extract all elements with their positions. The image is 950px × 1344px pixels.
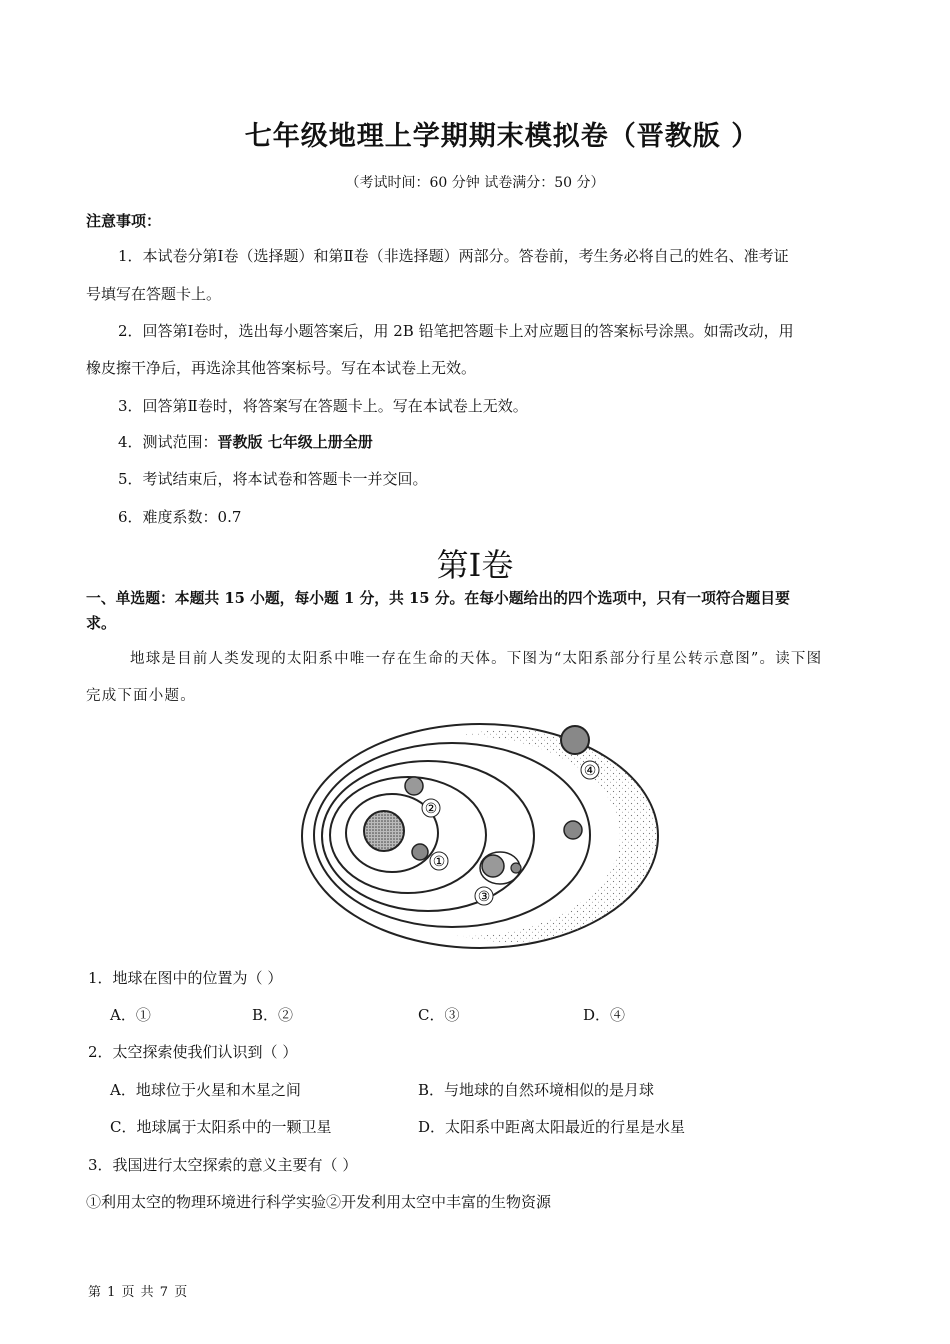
page-title: 七年级地理上学期期末模拟卷（晋教版 ） — [244, 121, 760, 152]
test-scope: 晋教版 七年级上册全册 — [217, 433, 373, 451]
q3-statements: ①利用太空的物理环境进行科学实验②开发利用太空中丰富的生物资源 — [86, 1193, 552, 1211]
notice-item-1: 1．本试卷分第Ⅰ卷（选择题）和第Ⅱ卷（非选择题）两部分。答卷前，考生务必将自己的姓名、准考证 — [118, 247, 789, 265]
sun-icon — [364, 811, 404, 851]
exam-info: （考试时间：60 分钟 试卷满分：50 分） — [345, 175, 605, 191]
solar-system-diagram — [300, 718, 670, 958]
q1-option-d: D．④ — [583, 1006, 626, 1024]
notice-item-2-cont: 橡皮擦干净后，再选涂其他答案标号。写在本试卷上无效。 — [86, 359, 477, 377]
q2-option-d: D．太阳系中距离太阳最近的行星是水星 — [418, 1118, 686, 1136]
intro-text-cont: 完成下面小题。 — [86, 688, 196, 704]
planet-4-icon — [561, 726, 589, 754]
notice-item-3: 3．回答第Ⅱ卷时，将答案写在答题卡上。写在本试卷上无效。 — [118, 397, 528, 415]
figure-label-4: ④ — [583, 763, 597, 779]
notice-item-1-cont: 号填写在答题卡上。 — [86, 285, 222, 303]
notice-item-4-prefix: 4．测试范围： — [118, 433, 218, 451]
q2-option-a: A．地球位于火星和木星之间 — [110, 1081, 301, 1099]
planet-3-icon — [482, 855, 504, 877]
q1-option-a: A．① — [110, 1006, 151, 1024]
q2-option-b: B．与地球的自然环境相似的是月球 — [418, 1081, 655, 1099]
q1-option-b: B．② — [252, 1006, 294, 1024]
intro-text: 地球是目前人类发现的太阳系中唯一存在生命的天体。下图为“太阳系部分行星公转示意图”。读下图 — [130, 651, 823, 667]
notice-item-6: 6．难度系数：0.7 — [118, 508, 242, 526]
question-3-stem: 3．我国进行太空探索的意义主要有（ ） — [88, 1156, 358, 1174]
notice-item-4 — [118, 432, 373, 452]
notice-heading: 注意事项： — [86, 212, 162, 230]
q2-option-c: C．地球属于太阳系中的一颗卫星 — [110, 1118, 332, 1136]
planet-2-icon — [405, 777, 423, 795]
planet-1-icon — [412, 844, 428, 860]
question-2-stem: 2．太空探索使我们认识到（ ） — [88, 1043, 298, 1061]
figure-label-1: ① — [432, 854, 446, 870]
section-heading-cont: 求。 — [86, 614, 117, 632]
figure-label-2: ② — [424, 801, 438, 817]
question-1-stem: 1．地球在图中的位置为（ ） — [88, 969, 283, 987]
q1-option-c: C．③ — [418, 1006, 460, 1024]
figure-label-3: ③ — [477, 889, 491, 905]
page-footer: 第 1 页 共 7 页 — [88, 1285, 189, 1300]
mars-icon — [564, 821, 582, 839]
section-heading: 一、单选题：本题共 15 小题，每小题 1 分，共 15 分。在每小题给出的四个选项中，只有一项符合题目要 — [86, 590, 790, 607]
section-title: 第Ⅰ卷 — [436, 546, 514, 584]
notice-item-2: 2．回答第Ⅰ卷时，选出每小题答案后，用 2B 铅笔把答题卡上对应题目的答案标号涂黑。如需改动，用 — [118, 322, 794, 340]
notice-item-5: 5．考试结束后，将本试卷和答题卡一并交回。 — [118, 470, 428, 488]
moon-icon — [511, 863, 521, 873]
